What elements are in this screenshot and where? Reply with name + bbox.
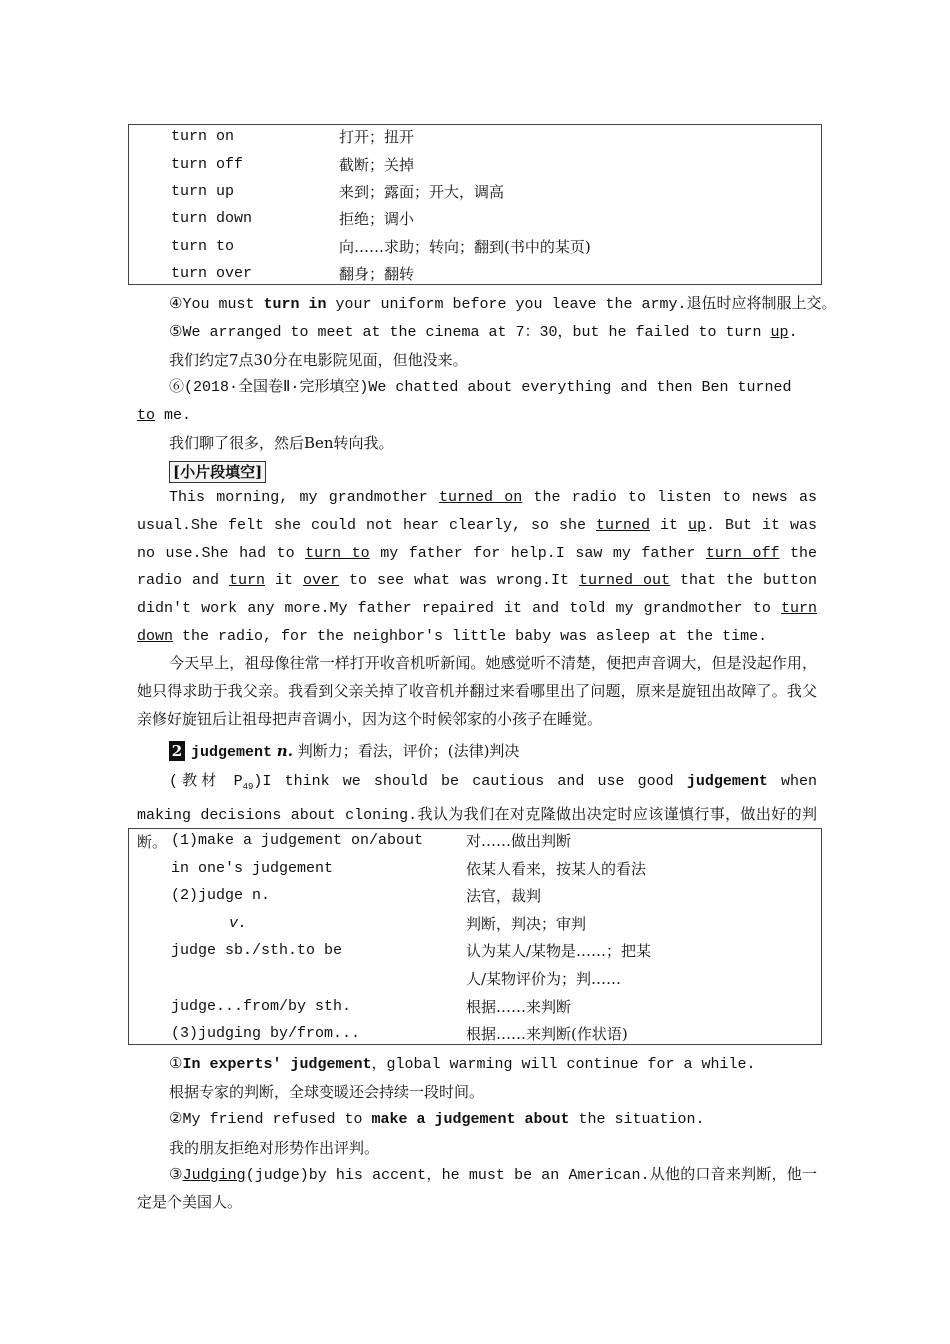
table-row — [129, 205, 821, 233]
table-row: (2)judge n. 法官，裁判 — [171, 887, 542, 905]
vocab-heading: 2 judgement n. 判断力；看法，评价；(法律)判决 — [137, 737, 817, 765]
judge-example-2: ②My friend refused to make a judgement about the situation. — [169, 1111, 705, 1128]
example-5: ⑤We arranged to meet at the cinema at 7：30，but he failed to turn up. — [169, 324, 798, 341]
item-number: 2 — [169, 741, 185, 761]
example-6-cont: to me. — [137, 407, 192, 424]
phrase-zh: 截断；关掉 — [339, 156, 415, 174]
table-row: (1)make a judgement on/about 对……做出判断 — [171, 832, 572, 850]
example-4: ④You must turn in your uniform before you leave the army.退伍时应将制服上交。 — [169, 296, 837, 313]
phrase-en: turn down — [171, 210, 253, 227]
phrase-zh: 来到；露面；开大，调高 — [339, 183, 505, 201]
table-row — [129, 233, 821, 261]
phrase-table-judge — [128, 828, 822, 1045]
phrase-en: turn up — [171, 183, 235, 200]
phrase-zh: 向……求助；转向；翻到(书中的某页) — [339, 238, 591, 256]
judge-example-3: ③Judging(judge)by his accent，he must be an American.从他的口音来判断，他一定是个美国人。 — [137, 1167, 817, 1212]
table-row: judge...from/by sth. 根据……来判断 — [171, 998, 572, 1016]
passage-translation: 今天早上，祖母像往常一样打开收音机听新闻。她感觉听不清楚，便把声音调大，但是没起作用，她只得求助于我父亲。我看到父亲关掉了收音机并翻过来看哪里出了问题，原来是旋钮出故障了。我父亲修好旋钮后让祖母把声音调小，因为这个时候邻家的小孩子在睡觉。 — [137, 654, 817, 728]
table-row: (3)judging by/from... 根据……来判断(作状语) — [171, 1025, 628, 1043]
table-row: 人/某物评价为；判…… — [466, 970, 622, 988]
table-row: judge sb./sth.to be 认为某人/某物是……；把某 — [171, 942, 652, 960]
table-row: v. 判断，判决；审判 — [229, 915, 587, 933]
table-row — [129, 178, 821, 206]
fill-in-passage: This morning, my grandmother turned on the radio to listen to news as usual.She felt she could not hear clearly, so she turned it up. But it was no use.She had to turn to my father for help.I saw my father turn off the radio and turn it over to see what was wrong.It turned out that the button didn't work any more.My father repaired it and told my grandmother to turn down the radio, for the neighbor's little baby was asleep at the time. — [137, 489, 818, 645]
section-label: [小片段填空] — [137, 458, 817, 486]
phrase-table-turn — [128, 124, 822, 285]
judge-example-2-translation: 我的朋友拒绝对形势作出评判。 — [169, 1139, 380, 1157]
phrase-en: turn on — [171, 128, 235, 145]
table-row — [129, 260, 821, 288]
example-5-translation: 我们约定7点30分在电影院见面，但他没来。 — [169, 351, 468, 369]
judge-example-1: ①In experts' judgement，global warming will continue for a while. — [169, 1056, 756, 1073]
phrase-zh: 打开；扭开 — [339, 128, 415, 146]
example-6: ⑥(2018·全国卷Ⅱ·完形填空)We chatted about everything and then Ben turned — [169, 379, 792, 396]
table-row — [129, 123, 821, 151]
phrase-zh: 拒绝；调小 — [339, 210, 415, 228]
phrase-zh: 翻身；翻转 — [339, 265, 415, 283]
judge-example-1-translation: 根据专家的判断，全球变暖还会持续一段时间。 — [169, 1083, 485, 1101]
phrase-en: turn off — [171, 156, 244, 173]
example-6-translation: 我们聊了很多，然后Ben转向我。 — [169, 434, 394, 452]
textbook-example: (教材 $P_{49})I$ think we should be cautious and use good judgement when making decisions about cloning.我认为我们在对克隆做出决定时应该谨慎行事，做出好的判断。 — [137, 773, 817, 852]
table-row — [129, 151, 821, 179]
phrase-en: turn to — [171, 238, 235, 255]
phrase-en: turn over — [171, 265, 253, 282]
table-row: in one's judgement 依某人看来，按某人的看法 — [171, 860, 647, 878]
